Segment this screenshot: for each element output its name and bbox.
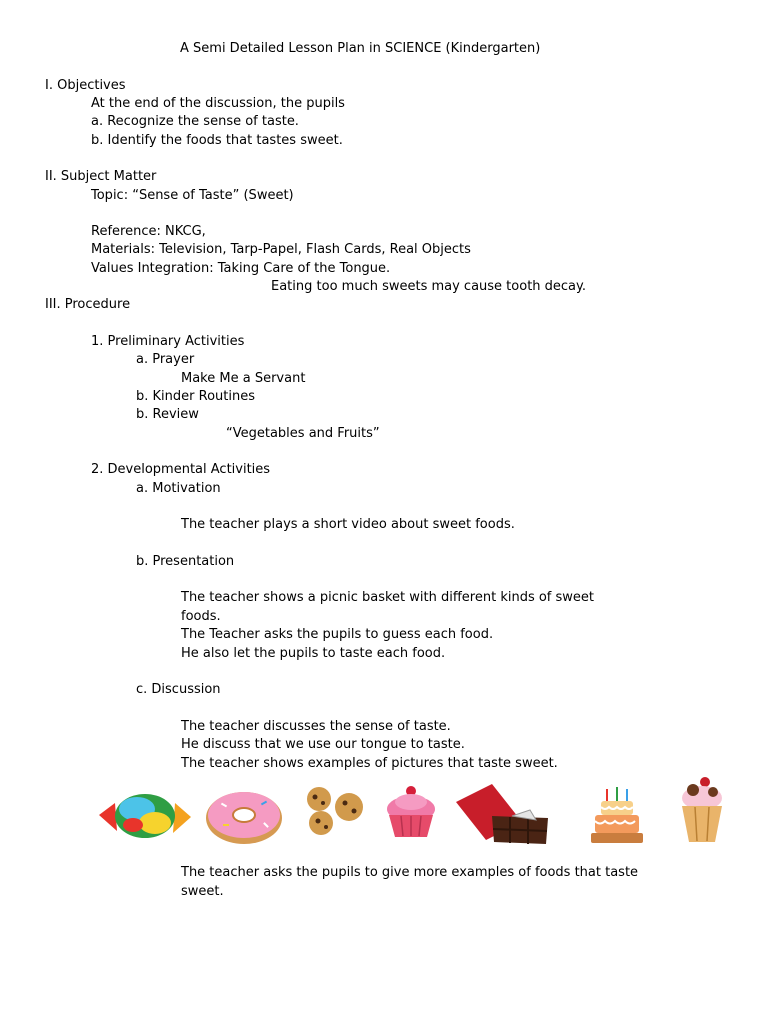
presentation-text-3: He also let the pupils to taste each food. bbox=[181, 646, 446, 661]
donut-icon bbox=[203, 788, 285, 846]
motivation-item: a. Motivation bbox=[136, 481, 221, 496]
topic-line: Topic: “Sense of Taste” (Sweet) bbox=[91, 188, 294, 203]
prayer-title: Make Me a Servant bbox=[181, 371, 306, 386]
discussion-text-1: The teacher discusses the sense of taste. bbox=[181, 719, 451, 734]
subject-matter-heading: II. Subject Matter bbox=[45, 169, 157, 184]
objective-b: b. Identify the foods that tastes sweet. bbox=[91, 133, 343, 148]
objective-a: a. Recognize the sense of taste. bbox=[91, 114, 299, 129]
presentation-text-1: The teacher shows a picnic basket with different kinds of sweet bbox=[181, 590, 595, 605]
discussion-text-3: The teacher shows examples of pictures that taste sweet. bbox=[181, 756, 558, 771]
cookies-icon bbox=[299, 785, 369, 837]
closing-text-2: sweet. bbox=[181, 884, 224, 899]
birthday-cake-icon bbox=[589, 787, 645, 845]
cupcake-icon bbox=[383, 785, 439, 839]
presentation-text-1b: foods. bbox=[181, 609, 221, 624]
preliminary-heading: 1. Preliminary Activities bbox=[91, 334, 245, 349]
values-line: Values Integration: Taking Care of the Tongue. bbox=[91, 261, 391, 276]
values-line-2: Eating too much sweets may cause tooth decay. bbox=[271, 279, 586, 294]
routines-item: b. Kinder Routines bbox=[136, 389, 255, 404]
objectives-heading: I. Objectives bbox=[45, 78, 126, 93]
page-title: A Semi Detailed Lesson Plan in SCIENCE (Kindergarten) bbox=[180, 41, 541, 56]
presentation-item: b. Presentation bbox=[136, 554, 235, 569]
chocolate-bar-icon bbox=[452, 782, 555, 848]
reference-line: Reference: NKCG, bbox=[91, 224, 206, 239]
developmental-heading: 2. Developmental Activities bbox=[91, 462, 271, 477]
objectives-intro: At the end of the discussion, the pupils bbox=[91, 96, 345, 111]
candy-icon bbox=[97, 785, 193, 847]
closing-text-1: The teacher asks the pupils to give more examples of foods that taste bbox=[181, 865, 639, 880]
review-title: “Vegetables and Fruits” bbox=[226, 426, 380, 441]
motivation-text: The teacher plays a short video about sweet foods. bbox=[181, 517, 515, 532]
discussion-item: c. Discussion bbox=[136, 682, 221, 697]
discussion-text-2: He discuss that we use our tongue to taste. bbox=[181, 737, 465, 752]
review-item: b. Review bbox=[136, 407, 199, 422]
ice-cream-cup-icon bbox=[677, 776, 727, 844]
materials-line: Materials: Television, Tarp-Papel, Flash Cards, Real Objects bbox=[91, 242, 471, 257]
procedure-heading: III. Procedure bbox=[45, 297, 131, 312]
presentation-text-2: The Teacher asks the pupils to guess each food. bbox=[181, 627, 494, 642]
prayer-item: a. Prayer bbox=[136, 352, 195, 367]
